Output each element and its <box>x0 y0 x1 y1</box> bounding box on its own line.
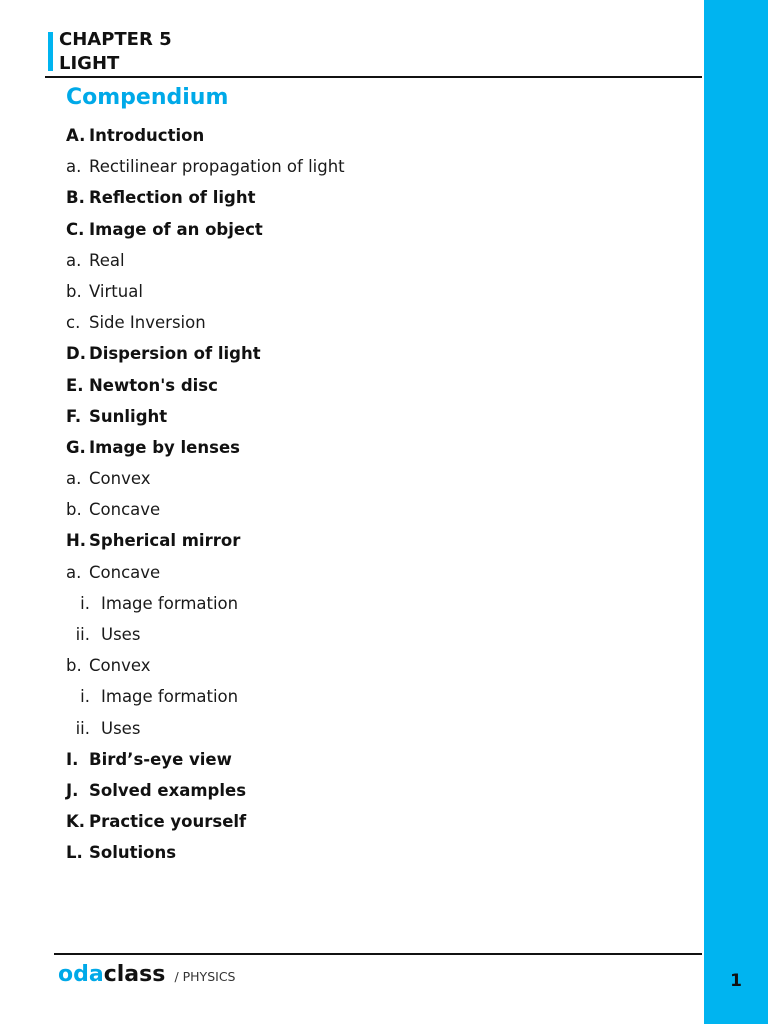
outline-item <box>66 245 686 276</box>
outline-item <box>66 370 686 401</box>
outline-item <box>66 307 686 338</box>
outline-item <box>66 775 686 806</box>
brand-logo-oda: oda <box>58 962 104 987</box>
footer-divider <box>54 953 702 955</box>
outline-item-marker: C. <box>66 219 85 239</box>
outline-item-text: Concave <box>89 500 161 520</box>
outline-item-marker: a. <box>66 469 82 489</box>
outline-item <box>66 120 686 151</box>
outline-item <box>66 557 686 588</box>
outline-item-text: Sunlight <box>89 406 168 426</box>
outline-item-marker: F. <box>66 406 82 426</box>
outline-item-marker: E. <box>66 375 84 395</box>
outline-item-marker: D. <box>66 344 86 364</box>
outline-item-marker: a. <box>66 562 82 582</box>
outline-item-text: Side Inversion <box>89 313 206 333</box>
outline-item-marker: K. <box>66 812 86 832</box>
outline-item-marker: ii. <box>75 625 90 644</box>
outline-item-marker: G. <box>66 437 86 457</box>
outline-item-text: Convex <box>89 469 151 489</box>
outline-item-text: Uses <box>101 625 141 644</box>
outline-item-marker: I. <box>66 749 79 769</box>
outline-item-marker: J. <box>66 780 79 800</box>
outline-item <box>66 588 686 619</box>
outline-item-text: Dispersion of light <box>89 344 261 364</box>
outline-item-text: Image formation <box>101 687 239 707</box>
outline-item-text: Reflection of light <box>89 188 256 208</box>
outline-item <box>66 650 686 681</box>
chapter-title: LIGHT <box>59 53 120 74</box>
outline-item-marker: a. <box>66 250 82 270</box>
outline-item-marker: b. <box>66 500 82 520</box>
outline-item-text: Bird’s-eye view <box>89 749 232 769</box>
outline-item-text: Newton's disc <box>89 375 218 395</box>
outline-item-marker: b. <box>66 281 82 301</box>
outline-item <box>66 432 686 463</box>
outline-item-marker: L. <box>66 843 83 863</box>
outline-item <box>66 401 686 432</box>
page-number: 1 <box>730 971 742 991</box>
outline-item-text: Solved examples <box>89 780 247 800</box>
section-heading: Compendium <box>66 85 229 110</box>
outline-item-text: Virtual <box>89 281 143 301</box>
outline-item-marker: b. <box>66 656 82 676</box>
outline-item-marker: i. <box>80 593 90 613</box>
outline-item-marker: i. <box>80 687 90 707</box>
outline-item <box>66 338 686 369</box>
outline-item <box>66 151 686 182</box>
outline-item <box>66 837 686 868</box>
outline-item-text: Real <box>89 250 125 270</box>
chapter-header <box>59 28 172 76</box>
chapter-accent-bar <box>48 32 53 71</box>
outline-item-text: Spherical mirror <box>89 531 241 551</box>
outline-item-marker: a. <box>66 157 82 177</box>
header-divider <box>45 76 702 78</box>
outline-item-marker: ii. <box>75 718 90 738</box>
outline-item <box>66 806 686 837</box>
outline-item <box>66 494 686 525</box>
outline-item-text: Convex <box>89 656 151 676</box>
outline-item-text: Rectilinear propagation of light <box>89 157 345 177</box>
outline-item-marker: c. <box>66 313 81 333</box>
outline-item <box>66 463 686 494</box>
subject-label: / PHYSICS <box>174 969 236 984</box>
outline-item <box>66 681 686 712</box>
compendium-outline <box>66 120 686 869</box>
chapter-number: CHAPTER 5 <box>59 29 172 50</box>
outline-item-text: Concave <box>89 562 161 582</box>
footer-brand <box>58 962 235 987</box>
outline-item <box>66 214 686 245</box>
outline-item-text: Introduction <box>89 126 205 145</box>
outline-item-marker: B. <box>66 188 85 208</box>
outline-item-marker: A. <box>66 126 86 145</box>
outline-item-marker: H. <box>66 531 87 551</box>
outline-item <box>66 713 686 744</box>
outline-item-text: Image of an object <box>89 219 263 239</box>
outline-item <box>66 525 686 556</box>
outline-item-text: Practice yourself <box>89 812 247 832</box>
brand-logo-class: class <box>103 962 166 987</box>
side-accent-bar <box>704 0 768 1024</box>
outline-item-text: Uses <box>101 718 141 738</box>
outline-item <box>66 619 686 650</box>
outline-item <box>66 182 686 213</box>
outline-item <box>66 744 686 775</box>
outline-item-text: Image formation <box>101 593 239 613</box>
outline-item <box>66 276 686 307</box>
outline-item-text: Solutions <box>89 843 177 863</box>
outline-item-text: Image by lenses <box>89 437 240 457</box>
